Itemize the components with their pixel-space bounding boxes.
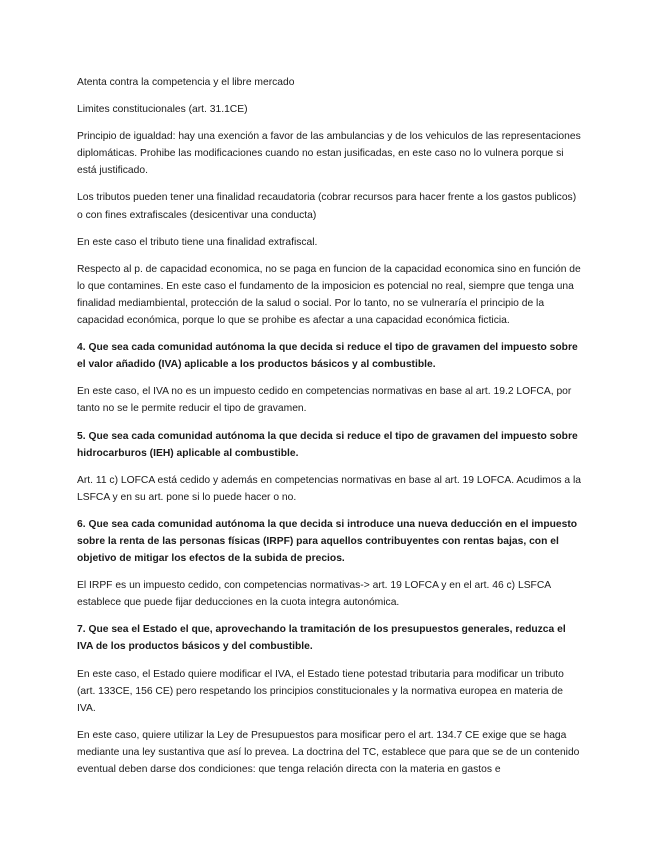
paragraph: En este caso, quiere utilizar la Ley de Presupuestos para mosificar pero el art. 134.7 CE exige que se haga mediante una ley sustantiva que así lo prevea. La doctrina del TC, establece que para que se de un contenido eventual deben darse dos condiciones: que tenga relación directa con la materia en gastos e bbox=[77, 729, 580, 775]
paragraph: En este caso, el Estado quiere modificar el IVA, el Estado tiene potestad tributaria para modificar un tributo (art. 133CE, 156 CE) pero respetando los principios constitucionales y la normativa europea en materia de IVA. bbox=[77, 668, 564, 714]
paragraph: Limites constitucionales (art. 31.1CE) bbox=[77, 104, 248, 116]
paragraph: Art. 11 c) LOFCA está cedido y además en competencias normativas en base al art. 19 LOFCA. Acudimos a la LSFCA y en su art. pone si lo puede hacer o no. bbox=[77, 474, 582, 503]
paragraph: En este caso el tributo tiene una finalidad extrafiscal. bbox=[77, 236, 318, 248]
question-heading: 7. Que sea el Estado el que, aprovechando la tramitación de los presupuestos generales, reduzca el IVA de los productos básicos y del combustible. bbox=[77, 624, 566, 653]
paragraph: En este caso, el IVA no es un impuesto cedido en competencias normativas en base al art. 19.2 LOFCA, por tanto no se le permite reducir el tipo de gravamen. bbox=[77, 386, 572, 415]
document-body bbox=[77, 74, 582, 788]
question-heading: 5. Que sea cada comunidad autónoma la que decida si reduce el tipo de gravamen del impuesto sobre hidrocarburos (IEH) aplicable al combustible. bbox=[77, 430, 578, 459]
paragraph: Los tributos pueden tener una finalidad recaudatoria (cobrar recursos para hacer frente a los gastos publicos) o con fines extrafiscales (desicentivar una conducta) bbox=[77, 192, 577, 221]
question-heading: 4. Que sea cada comunidad autónoma la que decida si reduce el tipo de gravamen del impuesto sobre el valor añadido (IVA) aplicable a los productos básicos y al combustible. bbox=[77, 342, 578, 371]
paragraph: Respecto al p. de capacidad economica, no se paga en funcion de la capacidad economica sino en función de lo que contamines. En este caso el fundamento de la imposicion es potencial no real, siempre que tenga una finalidad mediambiental, protección de la salud o social. Por lo tanto, no se vulneraría el principio de la capacidad económica, porque lo que se prohibe es afectar a una capacidad económica ficticia. bbox=[77, 263, 581, 327]
paragraph: El IRPF es un impuesto cedido, con competencias normativas-> art. 19 LOFCA y en el art. 46 c) LSFCA establece que puede fijar deducciones en la cuota integra autonómica. bbox=[77, 580, 551, 609]
question-heading: 6. Que sea cada comunidad autónoma la que decida si introduce una nueva deducción en el impuesto sobre la renta de las personas físicas (IRPF) para aquellos contribuyentes con rentas bajas, con el objetivo de mitigar los efectos de la subida de precios. bbox=[77, 518, 578, 565]
paragraph: Atenta contra la competencia y el libre mercado bbox=[77, 77, 295, 88]
paragraph: Principio de igualdad: hay una exención a favor de las ambulancias y de los vehiculos de las representaciones diplomáticas. Prohibe las modificaciones cuando no estan jusificadas, en este caso no lo vulnera porque si está justificado. bbox=[77, 131, 581, 177]
